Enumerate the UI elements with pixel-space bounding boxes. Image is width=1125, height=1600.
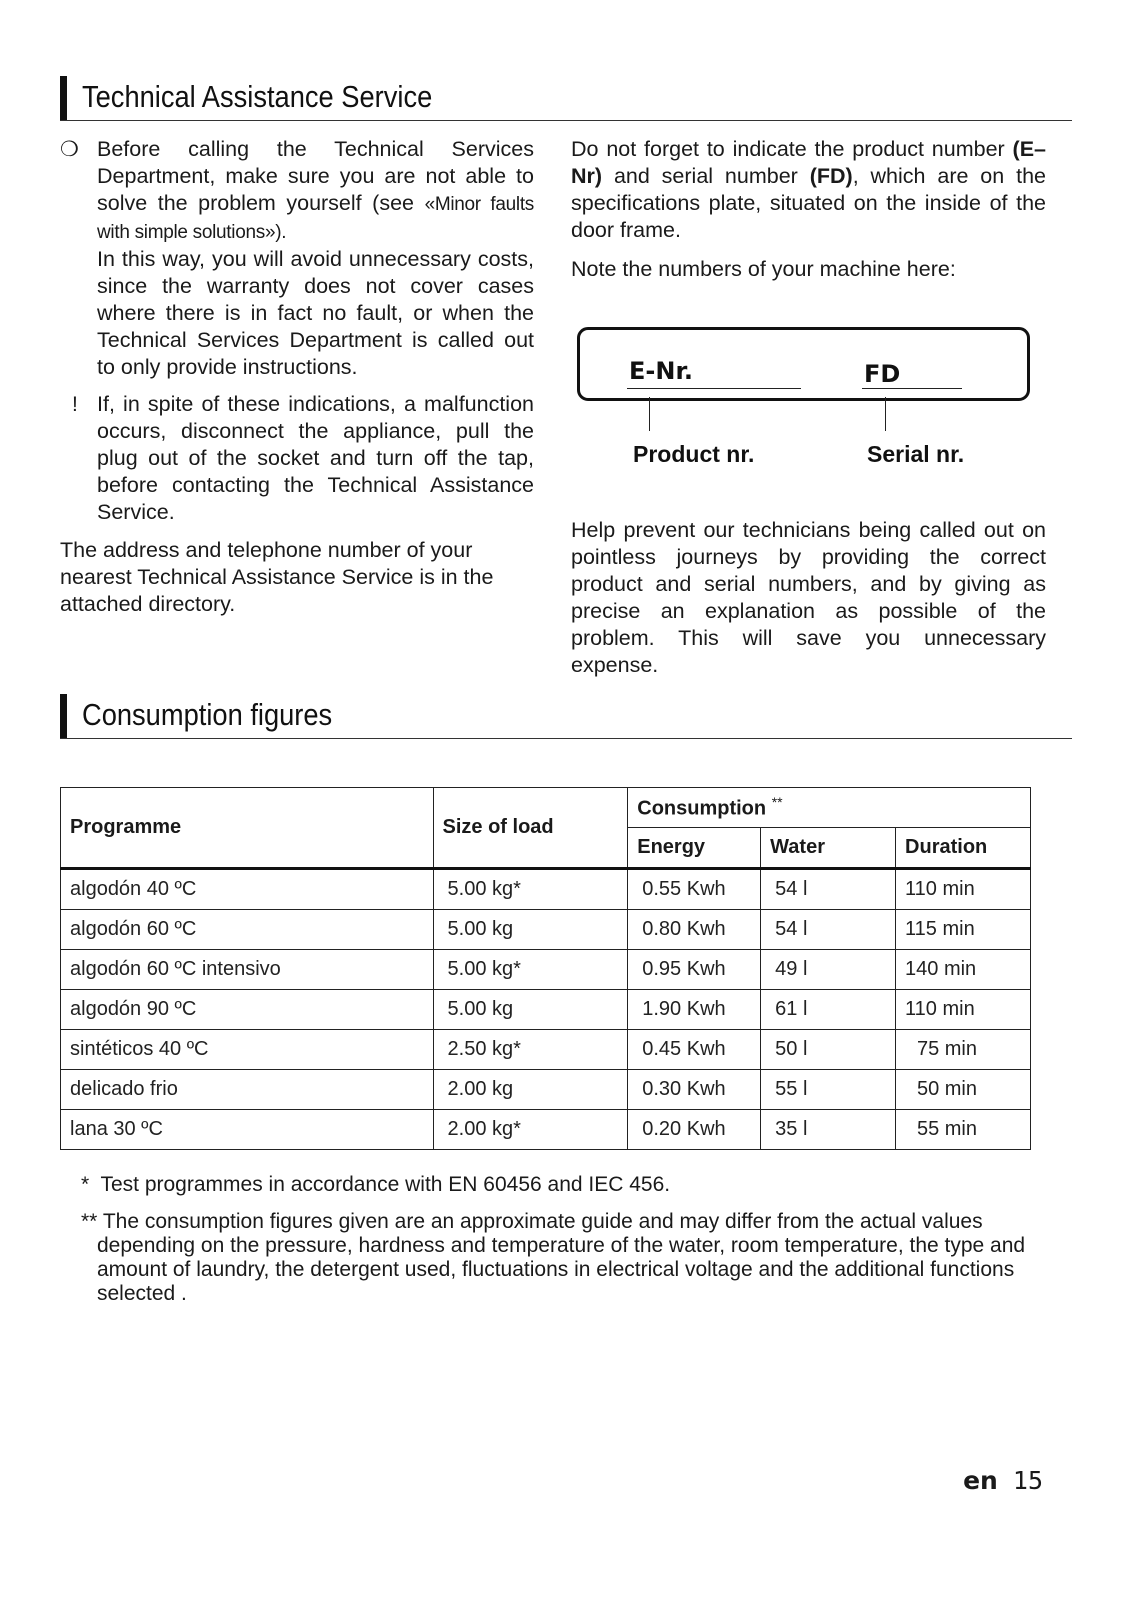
fd-underline xyxy=(862,388,962,389)
language-code: en xyxy=(963,1466,998,1495)
cell-water: 35 l xyxy=(761,1110,896,1150)
table-row xyxy=(61,950,1031,990)
right-paragraph-1: Do not forget to indicate the product number (E–Nr) and serial number (FD), which are on the specifications plate, situated on the inside of the door frame. xyxy=(571,137,1046,242)
bullet-paragraph: Before calling the Technical Services Department, make sure you are not able to solve the problem yourself (see «Minor faults with simple solutions»). xyxy=(97,137,534,243)
cell-programme: delicado frio xyxy=(61,1070,434,1110)
cell-water: 49 l xyxy=(761,950,896,990)
cell-duration: 110 min xyxy=(896,990,1031,1030)
cell-programme: algodón 60 ºC xyxy=(61,910,434,950)
cell-programme: algodón 90 ºC xyxy=(61,990,434,1030)
cell-duration: 140 min xyxy=(896,950,1031,990)
table-row xyxy=(61,869,1031,910)
cell-programme: sintéticos 40 ºC xyxy=(61,1030,434,1070)
fd-label: FD xyxy=(864,360,901,388)
footnote-2: ** The consumption figures given are an approximate guide and may differ from the actual values depending on the pressure, hardness and temperature of the water, room temperature, the type and amount of laundry, the detergent used, fluctuations in electrical voltage and the additional functions selected . xyxy=(81,1210,1026,1305)
address-paragraph: The address and telephone number of your nearest Technical Assistance Service is in the attached directory. xyxy=(60,538,494,616)
serial-number-caption: Serial nr. xyxy=(867,441,965,467)
warning-text: If, in spite of these indications, a malfunction occurs, disconnect the appliance, pull the plug out of the socket and turn off the tap, before contacting the Technical Assistance Service. xyxy=(97,392,534,524)
footnote-1: * Test programmes in accordance with EN 60456 and IEC 456. xyxy=(81,1173,671,1196)
section-title: Consumption figures xyxy=(82,697,333,732)
cell-size: 5.00 kg* xyxy=(433,950,628,990)
product-number-caption: Product nr. xyxy=(633,441,755,467)
cell-water: 61 l xyxy=(761,990,896,1030)
right-paragraph-3: Help prevent our technicians being called out on pointless journeys by providing the correct product and serial numbers, and by giving as precise an explanation as possible of the problem. This will save you unnecessary expense. xyxy=(571,518,1046,677)
cell-water: 54 l xyxy=(761,869,896,910)
table-row xyxy=(61,990,1031,1030)
enr-pointer xyxy=(649,397,650,431)
section-title: Technical Assistance Service xyxy=(82,79,433,114)
table-row xyxy=(61,910,1031,950)
cell-size: 5.00 kg xyxy=(433,910,628,950)
fd-pointer xyxy=(885,397,886,431)
cell-energy: 0.30 Kwh xyxy=(628,1070,761,1110)
cell-energy: 0.45 Kwh xyxy=(628,1030,761,1070)
cell-duration: 110 min xyxy=(896,869,1031,910)
cell-energy: 0.20 Kwh xyxy=(628,1110,761,1150)
heading-bar xyxy=(60,694,67,738)
cell-size: 2.50 kg* xyxy=(433,1030,628,1070)
enr-label: E-Nr. xyxy=(629,357,693,385)
cell-programme: algodón 60 ºC intensivo xyxy=(61,950,434,990)
header-water: Water xyxy=(761,828,896,869)
fd-reference: (FD) xyxy=(809,164,853,188)
cell-energy: 0.95 Kwh xyxy=(628,950,761,990)
consumption-table xyxy=(60,787,1031,1150)
cell-water: 54 l xyxy=(761,910,896,950)
header-duration: Duration xyxy=(896,828,1031,869)
right-paragraph-2: Note the numbers of your machine here: xyxy=(571,257,956,281)
circle-bullet-icon: ❍ xyxy=(60,138,79,161)
bullet-block xyxy=(97,136,534,381)
table-header-row xyxy=(61,788,1031,828)
cell-duration: 50 min xyxy=(896,1070,1031,1110)
warning-block xyxy=(97,391,534,526)
enr-reference: (E–Nr) xyxy=(571,137,1046,188)
cross-reference: «Minor faults with simple solutions»). xyxy=(97,194,534,243)
section-heading-consumption xyxy=(60,698,1072,739)
cell-water: 50 l xyxy=(761,1030,896,1070)
cell-energy: 0.80 Kwh xyxy=(628,910,761,950)
header-programme: Programme xyxy=(61,788,434,869)
cell-programme: lana 30 ºC xyxy=(61,1110,434,1150)
cell-duration: 55 min xyxy=(896,1110,1031,1150)
cell-duration: 115 min xyxy=(896,910,1031,950)
header-consumption: Consumption ** xyxy=(628,788,1031,828)
cell-duration: 75 min xyxy=(896,1030,1031,1070)
bullet-paragraph-2: In this way, you will avoid unnecessary costs, since the warranty does not cover cases where there is in fact no fault, or when the Technical Services Department is called out to only provide instructions. xyxy=(97,247,534,379)
cell-size: 5.00 kg* xyxy=(433,869,628,910)
warning-icon: ! xyxy=(72,393,78,416)
section-heading-technical-assistance xyxy=(60,80,1072,121)
page-number: en 15 xyxy=(963,1466,1043,1495)
cell-energy: 0.55 Kwh xyxy=(628,869,761,910)
header-size-of-load: Size of load xyxy=(433,788,628,869)
cell-water: 55 l xyxy=(761,1070,896,1110)
cell-size: 2.00 kg* xyxy=(433,1110,628,1150)
table-row xyxy=(61,1110,1031,1150)
cell-programme: algodón 40 ºC xyxy=(61,869,434,910)
table-row xyxy=(61,1070,1031,1110)
cell-energy: 1.90 Kwh xyxy=(628,990,761,1030)
enr-underline xyxy=(627,388,801,389)
header-energy: Energy xyxy=(628,828,761,869)
heading-bar xyxy=(60,76,67,120)
cell-size: 2.00 kg xyxy=(433,1070,628,1110)
table-row xyxy=(61,1030,1031,1070)
cell-size: 5.00 kg xyxy=(433,990,628,1030)
